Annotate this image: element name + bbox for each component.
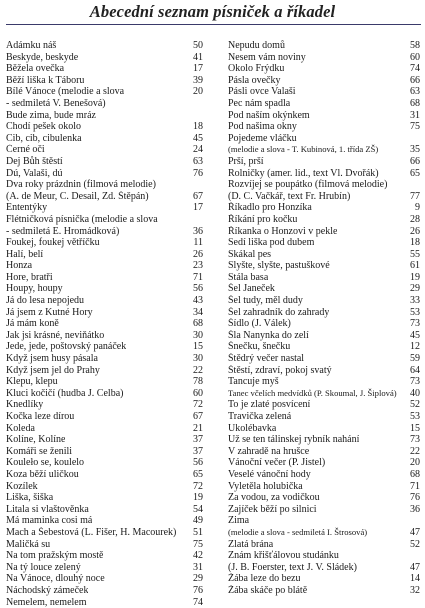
index-entry <box>228 40 420 52</box>
entry-title: Říkadlo pro Honzíka <box>228 202 312 214</box>
entry-page-number: 28 <box>406 214 420 226</box>
entry-title: - sedmiletá E. Hromádková) <box>6 226 119 238</box>
entry-title: Sedí liška pod dubem <box>228 237 314 249</box>
entry-title: Náchodský zámeček <box>6 585 88 597</box>
index-entry <box>6 40 203 52</box>
entry-title: Žába skáče po blátě <box>228 585 307 597</box>
entry-page-number: 51 <box>189 527 203 539</box>
index-entry <box>6 63 203 75</box>
entry-page-number: 71 <box>189 272 203 284</box>
index-entry <box>6 318 203 330</box>
entry-title: Ukolébavka <box>228 423 276 435</box>
entry-page-number: 78 <box>189 376 203 388</box>
entry-page-number: 60 <box>189 388 203 400</box>
entry-title: Na tom pražským mostě <box>6 550 103 562</box>
entry-title: Na Vánoce, dlouhý noce <box>6 573 105 585</box>
entry-page-number: 12 <box>406 341 420 353</box>
entry-title: Žába leze do bezu <box>228 573 300 585</box>
entry-title: Koleda <box>6 423 35 435</box>
index-entry <box>228 330 420 342</box>
index-entry <box>6 365 203 377</box>
index-entry <box>6 423 203 435</box>
entry-title: Jede, jede, poštovský panáček <box>6 341 126 353</box>
index-entry <box>6 226 203 238</box>
entry-title: Prší, prší <box>228 156 264 168</box>
entry-title: Halí, belí <box>6 249 43 261</box>
entry-title: Štěstí, zdraví, pokoj svatý <box>228 365 332 377</box>
entry-page-number: 74 <box>189 597 203 608</box>
entry-page-number: 37 <box>189 434 203 446</box>
entry-page-number: 18 <box>406 237 420 249</box>
entry-title: Klepu, klepu <box>6 376 58 388</box>
index-entry <box>6 179 203 191</box>
entry-title: Šel Janeček <box>228 283 275 295</box>
entry-title: Běží liška k Táboru <box>6 75 84 87</box>
entry-page-number: 63 <box>406 86 420 98</box>
index-entry <box>6 237 203 249</box>
entry-title: Koza běží uličkou <box>6 469 79 481</box>
entry-page-number: 74 <box>406 63 420 75</box>
entry-page-number: 66 <box>406 156 420 168</box>
entry-title: Rozvíjej se poupátko (filmová melodie) <box>228 179 387 191</box>
entry-page-number: 37 <box>189 446 203 458</box>
entry-page-number: 68 <box>406 469 420 481</box>
index-entry <box>6 457 203 469</box>
index-entry <box>228 562 420 574</box>
entry-page-number: 15 <box>189 341 203 353</box>
index-entry <box>228 492 420 504</box>
entry-page-number: 72 <box>189 481 203 493</box>
index-entry <box>228 86 420 98</box>
entry-title: Liška, šiška <box>6 492 53 504</box>
entry-page-number: 40 <box>406 388 420 400</box>
index-entry <box>6 353 203 365</box>
entry-page-number: 64 <box>406 365 420 377</box>
index-entry <box>228 52 420 64</box>
index-entry <box>6 527 203 539</box>
entry-page-number: 75 <box>406 121 420 133</box>
entry-title: Kozílek <box>6 481 38 493</box>
entry-title: Říkanka o Honzovi v pekle <box>228 226 337 238</box>
entry-title: Knedlíky <box>6 399 43 411</box>
entry-page-number: 71 <box>406 481 420 493</box>
entry-title: Skákal pes <box>228 249 271 261</box>
entry-title: Šel tudy, měl dudy <box>228 295 303 307</box>
index-entry <box>228 365 420 377</box>
entry-title: Kluci kočičí (hudba J. Celba) <box>6 388 123 400</box>
index-entry <box>6 504 203 516</box>
entry-title: Tancuje myš <box>228 376 279 388</box>
index-entry <box>6 411 203 423</box>
entry-title: Pásla ovečky <box>228 75 281 87</box>
entry-page-number: 52 <box>406 399 420 411</box>
entry-page-number: 47 <box>406 527 420 539</box>
entry-page-number: 17 <box>189 63 203 75</box>
entry-title: Maličká su <box>6 539 50 551</box>
entry-title: Říkání pro kočku <box>228 214 297 226</box>
entry-title: Travička zelená <box>228 411 291 423</box>
entry-title: Pásli ovce Valaši <box>228 86 296 98</box>
entry-title: Už se ten tálinskej rybník nahání <box>228 434 359 446</box>
entry-title: Houpy, houpy <box>6 283 63 295</box>
entry-title: Cib, cib, cibulenka <box>6 133 82 145</box>
index-entry <box>6 515 203 527</box>
entry-title: Jak jsi krásné, neviňátko <box>6 330 104 342</box>
index-entry <box>228 585 420 597</box>
index-entry <box>228 249 420 261</box>
entry-page-number: 45 <box>189 133 203 145</box>
index-entry <box>228 121 420 133</box>
index-entry <box>228 353 420 365</box>
entry-page-number: 9 <box>411 202 420 214</box>
entry-title: Bílé Vánoce (melodie a slova <box>6 86 124 98</box>
index-entry <box>228 411 420 423</box>
entry-page-number: 36 <box>406 504 420 516</box>
index-entry <box>6 98 203 110</box>
index-entry <box>6 585 203 597</box>
index-entry <box>6 214 203 226</box>
entry-title: Šídlo (J. Válek) <box>228 318 291 330</box>
entry-page-number: 20 <box>189 86 203 98</box>
entry-title: Nesem vám noviny <box>228 52 306 64</box>
entry-title: Tanec včelích medvídků (P. Skoumal, J. Šiplová) <box>228 388 397 400</box>
index-entry <box>6 75 203 87</box>
index-entry <box>6 597 203 608</box>
entry-page-number: 11 <box>189 237 203 249</box>
index-entry <box>228 63 420 75</box>
index-entry <box>6 283 203 295</box>
entry-title: Kočka leze dírou <box>6 411 74 423</box>
entry-page-number: 18 <box>189 121 203 133</box>
index-entry <box>6 295 203 307</box>
entry-title: Veselé vánoční hody <box>228 469 311 481</box>
index-entry <box>228 388 420 400</box>
entry-page-number: 59 <box>406 353 420 365</box>
entry-page-number: 33 <box>406 295 420 307</box>
index-entry <box>6 86 203 98</box>
index-entry <box>6 376 203 388</box>
entry-page-number: 31 <box>406 110 420 122</box>
entry-page-number: 32 <box>406 585 420 597</box>
entry-page-number: 15 <box>406 423 420 435</box>
entry-title: Šla Nanynka do zelí <box>228 330 309 342</box>
entry-title: Vyletěla holubička <box>228 481 303 493</box>
index-entry <box>228 214 420 226</box>
index-entry <box>6 388 203 400</box>
entry-title: Bude zima, bude mráz <box>6 110 96 122</box>
entry-page-number: 24 <box>189 144 203 156</box>
index-entry <box>228 504 420 516</box>
entry-page-number: 26 <box>406 226 420 238</box>
entry-page-number: 26 <box>189 249 203 261</box>
index-entry <box>6 562 203 574</box>
entry-page-number: 73 <box>406 434 420 446</box>
index-entry <box>228 423 420 435</box>
index-entry <box>6 307 203 319</box>
entry-title: Pod našima okny <box>228 121 297 133</box>
entry-title: Slyšte, slyšte, pastuškové <box>228 260 330 272</box>
entry-page-number: 66 <box>406 75 420 87</box>
entry-title: V zahradě na hrušce <box>228 446 309 458</box>
index-entry <box>6 202 203 214</box>
entry-page-number: 50 <box>189 40 203 52</box>
index-entry <box>228 202 420 214</box>
entry-page-number: 76 <box>189 585 203 597</box>
entry-title: Okolo Frýdku <box>228 63 284 75</box>
entry-title: Zlatá brána <box>228 539 273 551</box>
entry-title: Foukej, foukej větříčku <box>6 237 100 249</box>
entry-title: Flétničková písnička (melodie a slova <box>6 214 158 226</box>
entry-page-number: 72 <box>189 399 203 411</box>
entry-page-number: 19 <box>406 272 420 284</box>
index-entry <box>228 539 420 551</box>
entry-page-number: 43 <box>189 295 203 307</box>
index-entry <box>228 469 420 481</box>
entry-title: Nemelem, nemelem <box>6 597 87 608</box>
index-entry <box>6 492 203 504</box>
entry-title: Zajíček běží po silnici <box>228 504 317 516</box>
entry-title: Pojedeme vláčku <box>228 133 297 145</box>
index-entry <box>228 110 420 122</box>
index-entry <box>6 446 203 458</box>
entry-page-number: 73 <box>406 318 420 330</box>
index-column-right <box>228 40 420 597</box>
entry-page-number: 39 <box>189 75 203 87</box>
entry-title: Šnečku, šnečku <box>228 341 290 353</box>
entry-page-number: 60 <box>406 52 420 64</box>
entry-page-number: 35 <box>406 144 420 156</box>
entry-page-number: 68 <box>406 98 420 110</box>
index-entry <box>6 399 203 411</box>
entry-page-number: 17 <box>189 202 203 214</box>
entry-title: Má maminka cosi má <box>6 515 92 527</box>
index-entry <box>6 133 203 145</box>
entry-title: Ententýky <box>6 202 47 214</box>
index-entry <box>228 133 420 145</box>
index-entry <box>228 573 420 585</box>
index-entry <box>228 168 420 180</box>
entry-page-number: 55 <box>406 249 420 261</box>
entry-page-number: 76 <box>406 492 420 504</box>
index-entry <box>228 237 420 249</box>
entry-title: Šel zahradník do zahrady <box>228 307 329 319</box>
entry-title: Mach a Šebestová (L. Fišer, H. Macourek) <box>6 527 176 539</box>
entry-title: Vánoční večer (P. Jistel) <box>228 457 325 469</box>
entry-title: Dva roky prázdnin (filmová melodie) <box>6 179 156 191</box>
index-column-left <box>6 40 203 608</box>
entry-title: Kouleło se, koulelo <box>6 457 84 469</box>
entry-title: Když jsem jel do Prahy <box>6 365 100 377</box>
entry-page-number: 19 <box>189 492 203 504</box>
entry-title: Rolničky (amer. lid., text Vl. Dvořák) <box>228 168 379 180</box>
entry-title: (J. B. Foerster, text J. V. Sládek) <box>228 562 357 574</box>
entry-title: Chodí pešek okolo <box>6 121 81 133</box>
entry-page-number: 42 <box>189 550 203 562</box>
entry-page-number: 63 <box>189 156 203 168</box>
index-entry <box>6 539 203 551</box>
entry-page-number: 47 <box>406 562 420 574</box>
entry-page-number: 34 <box>189 307 203 319</box>
index-entry <box>228 376 420 388</box>
entry-title: (melodie a slova - T. Kubinová, 1. třída ZŠ) <box>228 144 378 156</box>
index-entry <box>228 446 420 458</box>
index-entry <box>228 156 420 168</box>
index-entry <box>228 457 420 469</box>
entry-page-number: 31 <box>189 562 203 574</box>
entry-page-number: 67 <box>189 411 203 423</box>
entry-title: Stála basa <box>228 272 268 284</box>
entry-page-number: 56 <box>189 457 203 469</box>
entry-page-number: 76 <box>189 168 203 180</box>
entry-title: Štědrý večer nastal <box>228 353 304 365</box>
index-entry <box>228 260 420 272</box>
index-entry <box>6 168 203 180</box>
entry-page-number: 54 <box>189 504 203 516</box>
entry-title: Když jsem husy pásala <box>6 353 98 365</box>
entry-title: To je zlaté posvícení <box>228 399 310 411</box>
entry-title: Znám křišťálovou studánku <box>228 550 339 562</box>
entry-page-number: 14 <box>406 573 420 585</box>
entry-title: - sedmiletá V. Benešová) <box>6 98 106 110</box>
index-entry <box>228 527 420 539</box>
index-entry <box>228 144 420 156</box>
entry-title: Pod naším okýnkem <box>228 110 310 122</box>
index-entry <box>6 550 203 562</box>
entry-page-number: 23 <box>189 260 203 272</box>
index-entry <box>6 434 203 446</box>
entry-title: Zima <box>228 515 249 527</box>
entry-title: Já jsem z Kutné Hory <box>6 307 93 319</box>
entry-page-number: 68 <box>189 318 203 330</box>
entry-title: Beskyde, beskyde <box>6 52 78 64</box>
entry-title: Já do lesa nepojedu <box>6 295 84 307</box>
entry-page-number: 22 <box>406 446 420 458</box>
entry-title: Já mám koně <box>6 318 59 330</box>
entry-page-number: 22 <box>189 365 203 377</box>
entry-page-number: 36 <box>189 226 203 238</box>
entry-page-number: 61 <box>406 260 420 272</box>
entry-title: Litala si vlaštověnka <box>6 504 89 516</box>
index-entry <box>6 260 203 272</box>
index-entry <box>228 318 420 330</box>
entry-page-number: 65 <box>406 168 420 180</box>
entry-page-number: 41 <box>189 52 203 64</box>
entry-page-number: 52 <box>406 539 420 551</box>
index-entry <box>6 110 203 122</box>
index-entry <box>6 469 203 481</box>
entry-title: (D. C. Vačkář, text Fr. Hrubín) <box>228 191 350 203</box>
index-entry <box>228 75 420 87</box>
index-entry <box>228 98 420 110</box>
index-entry <box>228 550 420 562</box>
entry-title: Pec nám spadla <box>228 98 290 110</box>
entry-page-number: 53 <box>406 411 420 423</box>
entry-page-number: 58 <box>406 40 420 52</box>
entry-title: Běžela ovečka <box>6 63 64 75</box>
index-entry <box>228 307 420 319</box>
index-entry <box>228 515 420 527</box>
index-entry <box>6 272 203 284</box>
index-entry <box>6 144 203 156</box>
entry-title: Dú, Valaši, dú <box>6 168 62 180</box>
entry-page-number: 20 <box>406 457 420 469</box>
index-entry <box>228 179 420 191</box>
entry-title: Černé oči <box>6 144 45 156</box>
index-entry <box>228 226 420 238</box>
entry-page-number: 30 <box>189 353 203 365</box>
index-entry <box>228 341 420 353</box>
index-entry <box>228 434 420 446</box>
entry-title: (melodie a slova - sedmiletá I. Štrosová) <box>228 527 367 539</box>
entry-title: Komáři se ženili <box>6 446 72 458</box>
entry-page-number: 77 <box>406 191 420 203</box>
entry-title: Dej Bůh štěstí <box>6 156 63 168</box>
entry-title: Hore, bratři <box>6 272 53 284</box>
index-entry <box>228 272 420 284</box>
entry-page-number: 21 <box>189 423 203 435</box>
index-entry <box>6 573 203 585</box>
entry-page-number: 67 <box>189 191 203 203</box>
index-entry <box>6 481 203 493</box>
page-title: Abecední seznam písniček a říkadel <box>0 2 425 22</box>
entry-title: Adámku náš <box>6 40 56 52</box>
entry-page-number: 45 <box>406 330 420 342</box>
entry-page-number: 56 <box>189 283 203 295</box>
index-entry <box>228 191 420 203</box>
entry-page-number: 30 <box>189 330 203 342</box>
index-entry <box>6 52 203 64</box>
index-entry <box>6 341 203 353</box>
entry-title: Honza <box>6 260 32 272</box>
index-entry <box>6 249 203 261</box>
index-entry <box>6 191 203 203</box>
entry-title: Kolíne, Kolíne <box>6 434 65 446</box>
index-entry <box>228 481 420 493</box>
title-divider <box>6 24 421 25</box>
entry-page-number: 49 <box>189 515 203 527</box>
index-entry <box>6 156 203 168</box>
entry-title: Nepudu domů <box>228 40 285 52</box>
entry-page-number: 73 <box>406 376 420 388</box>
entry-title: Na tý louce zelený <box>6 562 81 574</box>
entry-page-number: 29 <box>189 573 203 585</box>
entry-page-number: 75 <box>189 539 203 551</box>
index-entry <box>6 330 203 342</box>
entry-page-number: 65 <box>189 469 203 481</box>
index-entry <box>228 283 420 295</box>
index-entry <box>6 121 203 133</box>
entry-title: Za vodou, za vodičkou <box>228 492 320 504</box>
index-entry <box>228 295 420 307</box>
entry-page-number: 53 <box>406 307 420 319</box>
entry-title: (A. de Meur, C. Desail, Zd. Štěpán) <box>6 191 149 203</box>
entry-page-number: 29 <box>406 283 420 295</box>
index-entry <box>228 399 420 411</box>
